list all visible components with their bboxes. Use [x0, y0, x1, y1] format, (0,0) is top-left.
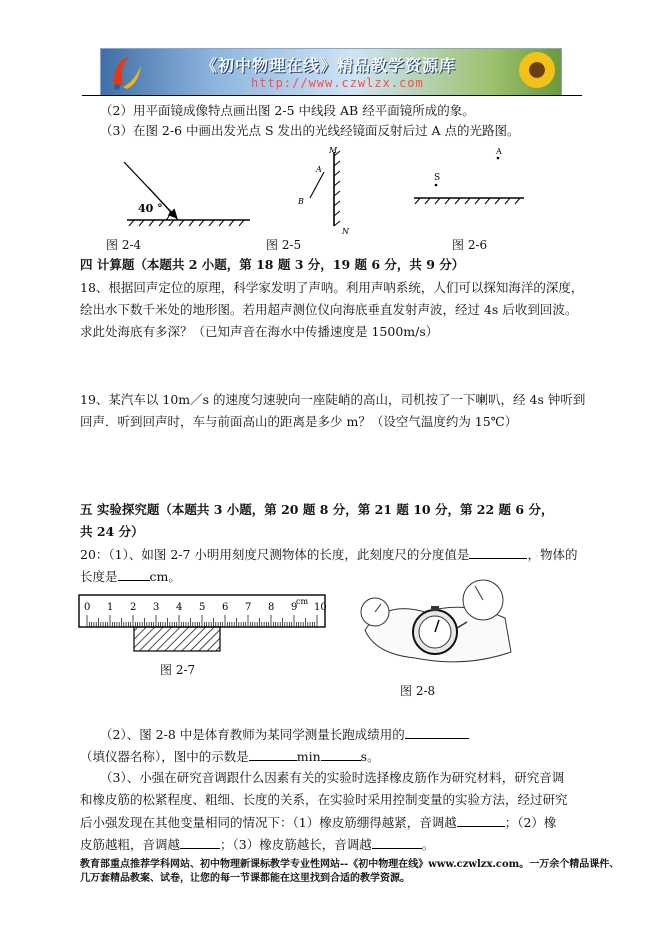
figure-2-6-caption: 图 2-6 — [452, 238, 488, 252]
figure-2-7-caption: 图 2-7 — [160, 663, 196, 677]
q20-part3-line4: 皮筋越粗，音调越 ；（3）橡皮筋越长，音调越 。 — [80, 837, 435, 852]
figure-2-8 — [355, 570, 515, 670]
ruler-tick-label: 0 — [84, 602, 91, 613]
q20-part1-line2: 长度是 cm。 — [80, 569, 181, 584]
answer-blank-minutes[interactable] — [249, 748, 297, 761]
q17-item3: （3）在图 2-6 中画出发光点 S 发出的光线经镜面反射后过 A 点的光路图。 — [100, 123, 520, 138]
mirror-hatching — [129, 220, 244, 226]
q20-part3-line3: 后小强发现在其他变量相同的情况下：（1）橡皮筋绷得越紧，音调越 ；（2）橡 — [80, 815, 557, 830]
figure-2-5 — [290, 142, 360, 237]
q20-part3-line2: 和橡皮筋的松紧程度、粗细、长度的关系，在实验时采用控制变量的实验方法，经过研究 — [80, 792, 568, 807]
footer-line2: 几万套精品教案、试卷，让您的每一节课都能在这里找到合适的教学资源。 — [80, 873, 410, 884]
label-a: A — [496, 147, 502, 156]
measured-object — [134, 627, 220, 651]
header-banner — [100, 48, 562, 96]
q20-part1-line1: 20：（1）、如图 2-7 小明用刻度尺测物体的长度，此刻度尺的分度值是 ，物体的 — [80, 547, 578, 562]
mirror-hatching — [415, 198, 520, 204]
ruler-tick-label: 3 — [153, 602, 160, 613]
ruler-tick-label: 5 — [199, 602, 206, 613]
ruler-tick-label: 4 — [176, 602, 183, 613]
ruler-unit: cm — [296, 597, 309, 606]
figure-2-6 — [410, 140, 530, 210]
header-rule — [82, 95, 582, 96]
banner-url[interactable]: http://www.czwlzx.com — [251, 76, 424, 90]
footer-line1: 教育部重点推荐学科网站、初中物理新课标教学专业性网站--《初中物理在线》www.czwlzx.com。一万余个精品课件、 — [80, 859, 620, 870]
q20-part2-line1: （2）、图 2-8 中是体育教师为某同学测量长跑成绩用的 — [100, 726, 469, 743]
figure-2-5-caption: 图 2-5 — [266, 238, 302, 252]
figure-2-8-caption: 图 2-8 — [400, 684, 436, 698]
answer-blank-length[interactable] — [118, 568, 150, 581]
ruler-tick-label: 7 — [245, 602, 252, 613]
q17-item2: （2）用平面镜成像特点画出图 2-5 中线段 AB 经平面镜所成的象。 — [100, 103, 475, 118]
answer-blank-seconds[interactable] — [321, 748, 361, 761]
section-5-heading-line2: 共 24 分） — [80, 524, 144, 539]
ruler-tick-label: 8 — [268, 602, 275, 613]
q19-line2: 回声．听到回声时，车与前面高山的距离是多少 m？（设空气温度约为 15℃） — [80, 414, 518, 429]
angle-arc — [166, 210, 170, 220]
figure-2-4 — [112, 150, 257, 230]
banner-title: 《初中物理在线》精品教学资源库 — [201, 56, 457, 75]
label-n: N — [342, 227, 349, 236]
angle-label: 40 ° — [138, 202, 163, 215]
answer-blank-thick[interactable] — [180, 836, 220, 849]
q18-line1: 18、根据回声定位的原理，科学家发明了声呐。利用声呐系统，人们可以探知海洋的深度， — [80, 280, 584, 295]
ruler-tick-label: 2 — [130, 602, 137, 613]
figure-2-7 — [78, 593, 328, 655]
ruler-tick-label: 10 — [314, 602, 327, 613]
figure-2-4-caption: 图 2-4 — [106, 238, 142, 252]
site-logo-icon — [105, 51, 147, 93]
ruler-tick-label: 1 — [107, 602, 114, 613]
ruler-tick-label: 6 — [222, 602, 229, 613]
q18-line3: 求此处海底有多深？（已知声音在海水中传播速度是 1500m/s） — [80, 324, 439, 339]
section-5-heading-line1: 五 实验探究题（本题共 3 小题，第 20 题 8 分，第 21 题 10 分，第 22 题 6 分， — [80, 502, 554, 517]
section-4-heading: 四 计算题（本题共 2 小题，第 18 题 3 分，19 题 6 分，共 9 分） — [80, 257, 465, 272]
label-m: M — [329, 146, 338, 155]
q18-line2: 绘出水下数千米处的地形图。若用超声测位仪向海底垂直发射声波，经过 4s 后收到回波。 — [80, 302, 578, 317]
q20-part2-line2: （填仪器名称），图中的示数是 min s。 — [80, 749, 380, 764]
mirror-hatching — [334, 151, 340, 226]
answer-blank-long[interactable] — [372, 836, 422, 849]
stopwatch-crown — [431, 606, 439, 611]
ruler-tick-label: 9 — [291, 602, 298, 613]
sunflower-icon — [519, 52, 555, 88]
label-s: S — [434, 173, 441, 183]
answer-blank-instrument[interactable] — [405, 726, 469, 739]
q20-part3-line1: （3）、小强在研究音调跟什么因素有关的实验时选择橡皮筋作为研究材料，研究音调 — [100, 770, 565, 785]
point-a — [497, 157, 500, 160]
answer-blank-division[interactable] — [469, 546, 527, 559]
label-a: A — [316, 165, 322, 174]
answer-blank-tight[interactable] — [457, 814, 505, 827]
point-s — [435, 184, 438, 187]
segment-ab — [310, 172, 324, 198]
q19-line1: 19、某汽车以 10m／s 的速度匀速驶向一座陡峭的高山，司机按了一下喇叭，经 4s 钟听到 — [80, 392, 586, 407]
label-b: B — [298, 197, 304, 206]
